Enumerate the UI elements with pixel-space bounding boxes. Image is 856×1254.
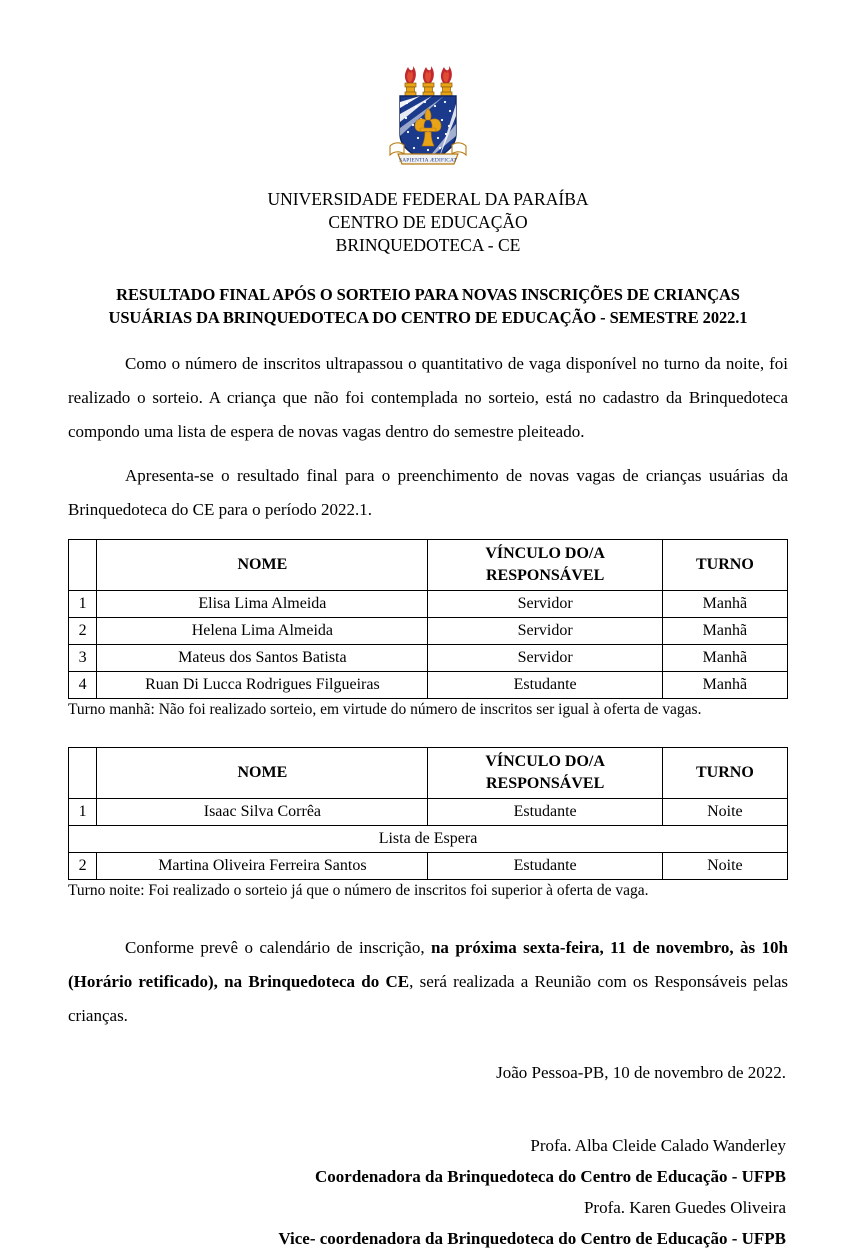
morning-table-container (68, 539, 788, 720)
document-title-line-1: RESULTADO FINAL APÓS O SORTEIO PARA NOVAS INSCRIÇÕES DE CRIANÇAS (116, 285, 740, 304)
table-row (69, 799, 788, 826)
header-shift: TURNO (662, 748, 787, 799)
table-header-row (69, 540, 788, 591)
ufpb-coat-of-arms-icon (380, 62, 476, 172)
cell-shift: Manhã (662, 645, 787, 672)
closing-text-pre: Conforme prevê o calendário de inscrição, (125, 938, 431, 957)
paragraph-intro: Como o número de inscritos ultrapassou o quantitativo de vaga disponível no turno da noite, foi realizado o sorteio. A criança que não foi contemplada no sorteio, está no cadastro da Brinquedoteca compondo uma lista de espera de novas vagas dentro do semestre pleiteado. (68, 354, 788, 441)
institution-line-university: UNIVERSIDADE FEDERAL DA PARAÍBA (267, 189, 589, 209)
header-link-line-2: RESPONSÁVEL (485, 567, 605, 584)
shield-icon (400, 96, 456, 161)
cell-name: Elisa Lima Almeida (97, 591, 428, 618)
morning-results-table (68, 539, 788, 699)
cell-link: Servidor (428, 645, 662, 672)
cell-index: 2 (69, 853, 97, 880)
cell-shift: Manhã (662, 672, 787, 699)
header-index (69, 748, 97, 799)
document-title (68, 283, 788, 329)
night-results-table (68, 747, 788, 880)
night-table-container (68, 747, 788, 901)
cell-shift: Noite (662, 853, 787, 880)
signature-block (68, 1130, 788, 1254)
header-responsible-link (428, 748, 662, 799)
header-responsible-link (428, 540, 662, 591)
cell-index: 4 (69, 672, 97, 699)
header-name: NOME (97, 748, 428, 799)
cell-index: 2 (69, 618, 97, 645)
cell-name: Ruan Di Lucca Rodrigues Filgueiras (97, 672, 428, 699)
institution-line-unit: BRINQUEDOTECA - CE (335, 235, 521, 255)
cell-link: Servidor (428, 591, 662, 618)
table-row (69, 618, 788, 645)
closing-text-highlight: na próxima sexta-feira, 11 de novembro, às 10h (Horário retificado), na Brinquedoteca do CE (68, 938, 788, 991)
cell-index: 1 (69, 799, 97, 826)
morning-table-caption: Turno manhã: Não foi realizado sorteio, em virtude do número de inscritos ser igual à oferta de vagas. (68, 701, 702, 718)
cell-index: 3 (69, 645, 97, 672)
table-row (69, 591, 788, 618)
table-row (69, 853, 788, 880)
cell-name: Isaac Silva Corrêa (97, 799, 428, 826)
table-header-row (69, 748, 788, 799)
cell-index: 1 (69, 591, 97, 618)
cell-name: Martina Oliveira Ferreira Santos (97, 853, 428, 880)
header-name: NOME (97, 540, 428, 591)
header-link-line-2: RESPONSÁVEL (485, 775, 605, 792)
document-title-line-2: USUÁRIAS DA BRINQUEDOTECA DO CENTRO DE EDUCAÇÃO - SEMESTRE 2022.1 (108, 308, 748, 327)
cell-link: Servidor (428, 618, 662, 645)
cell-link: Estudante (428, 672, 662, 699)
logo-container (68, 0, 788, 172)
cell-shift: Noite (662, 799, 787, 826)
date-line: João Pessoa-PB, 10 de novembro de 2022. (496, 1063, 786, 1082)
waitlist-divider-row (69, 826, 788, 853)
cell-name: Mateus dos Santos Batista (97, 645, 428, 672)
signatory-name: Profa. Karen Guedes Oliveira (583, 1198, 786, 1217)
header-index (69, 540, 97, 591)
signatory-role: Vice- coordenadora da Brinquedoteca do Centro de Educação - UFPB (278, 1229, 786, 1248)
closing-text-post: , será realizada a Reunião com os Responsáveis pelas crianças. (68, 972, 788, 1025)
torch-group (405, 66, 452, 96)
cell-link: Estudante (428, 853, 662, 880)
cell-shift: Manhã (662, 618, 787, 645)
paragraph-closing (68, 931, 788, 1033)
institution-header (68, 188, 788, 257)
cell-link: Estudante (428, 799, 662, 826)
cell-name: Helena Lima Almeida (97, 618, 428, 645)
table-row (69, 672, 788, 699)
signatory-role: Coordenadora da Brinquedoteca do Centro de Educação - UFPB (315, 1167, 786, 1186)
header-shift: TURNO (662, 540, 787, 591)
institution-line-center: CENTRO DE EDUCAÇÃO (328, 212, 528, 232)
signatory-name: Profa. Alba Cleide Calado Wanderley (530, 1136, 786, 1155)
night-table-caption: Turno noite: Foi realizado o sorteio já que o número de inscritos foi superior à oferta de vaga. (68, 882, 649, 899)
table-row (69, 645, 788, 672)
motto-text: SAPIENTIA ÆDIFICAT (399, 157, 457, 164)
cell-shift: Manhã (662, 591, 787, 618)
waitlist-label: Lista de Espera (69, 826, 788, 853)
header-link-line-1: VÍNCULO DO/A (485, 753, 605, 770)
paragraph-presentation: Apresenta-se o resultado final para o preenchimento de novas vagas de crianças usuárias da Brinquedoteca do CE para o período 2022.1. (68, 466, 788, 519)
header-link-line-1: VÍNCULO DO/A (485, 545, 605, 562)
